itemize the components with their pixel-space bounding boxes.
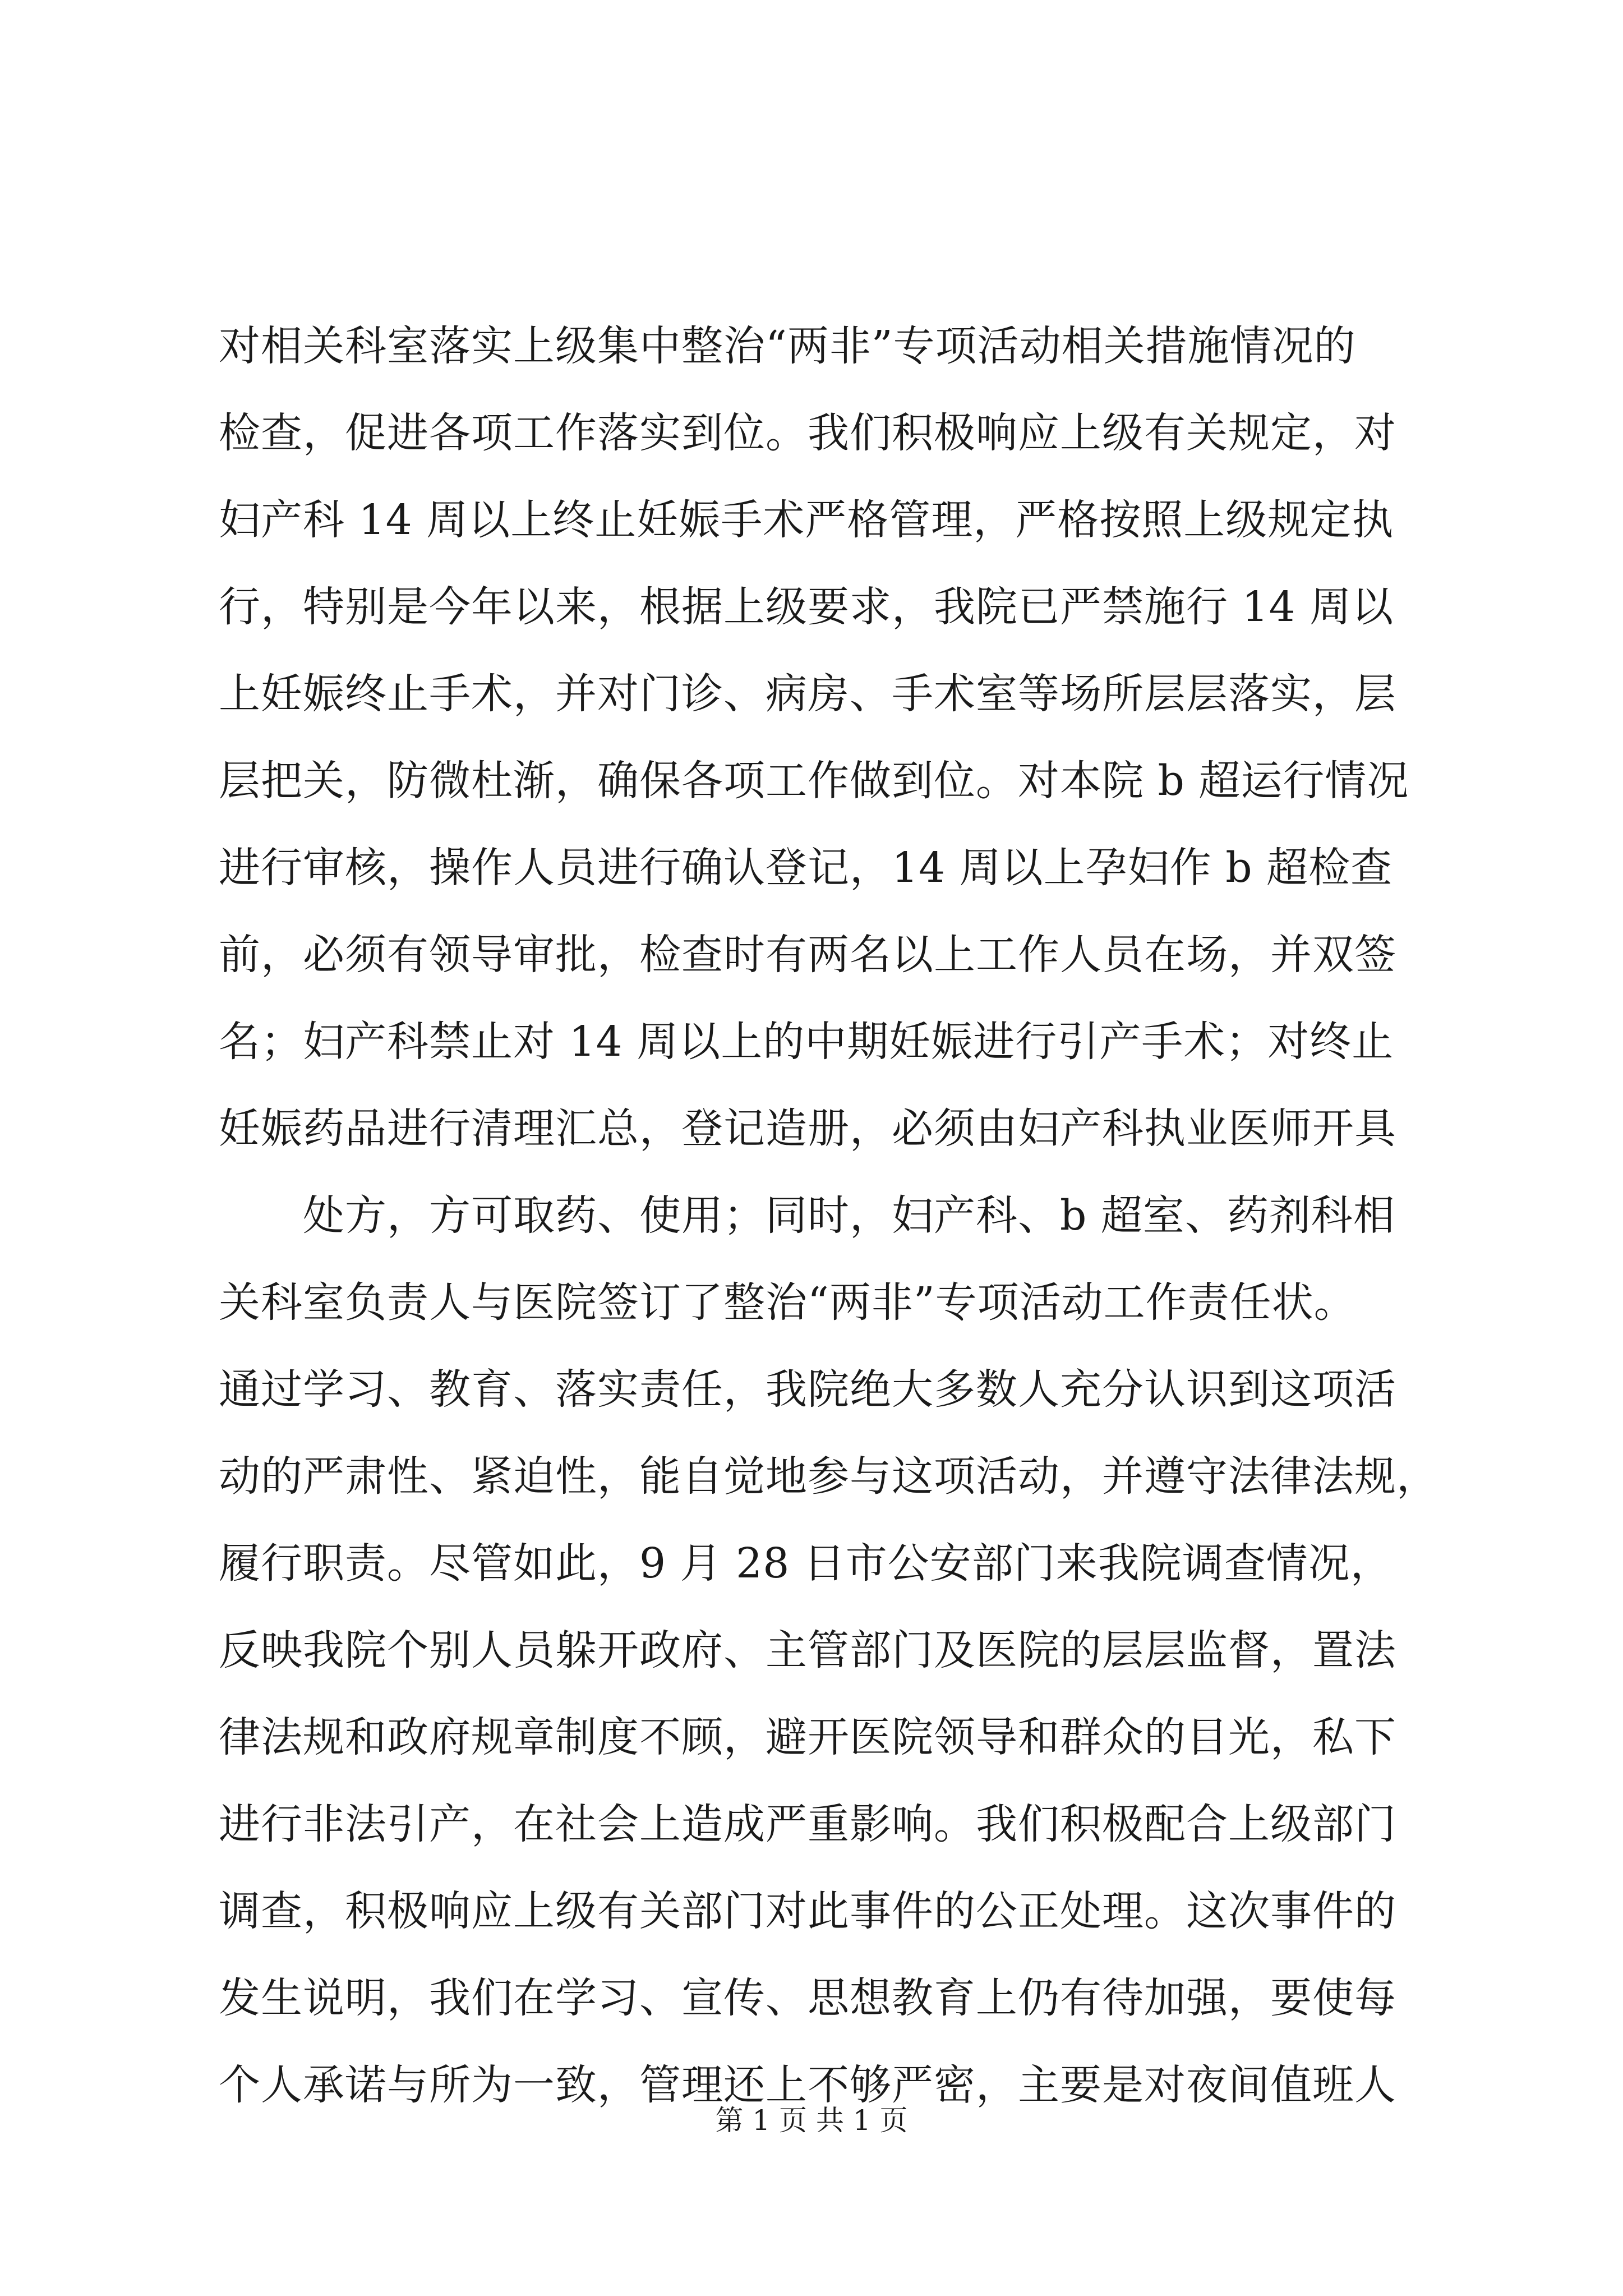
text-line: 妇产科 14 周以上终止妊娠手术严格管理，严格按照上级规定执 [219, 496, 1394, 544]
text-line: 上妊娠终止手术，并对门诊、病房、手术室等场所层层落实，层 [219, 670, 1396, 718]
text-line: 关科室负责人与医院签订了整治“两非”专项活动工作责任状。 [219, 1278, 1356, 1327]
text-line: 发生说明，我们在学习、宣传、思想教育上仍有待加强，要使每 [219, 1974, 1396, 2022]
text-line: 个人承诺与所为一致，管理还上不够严密，主要是对夜间值班人 [219, 2061, 1396, 2109]
text-line: 名；妇产科禁止对 14 周以上的中期妊娠进行引产手术；对终止 [219, 1018, 1394, 1066]
text-line: 行，特别是今年以来，根据上级要求，我院已严禁施行 14 周以 [219, 583, 1394, 631]
text-line: 动的严肃性、紧迫性，能自觉地参与这项活动，并遵守法律法规， [219, 1452, 1438, 1501]
text-line: 前，必须有领导审批，检查时有两名以上工作人员在场，并双签 [219, 931, 1396, 979]
text-line: 反映我院个别人员躲开政府、主管部门及医院的层层监督，置法 [219, 1626, 1396, 1674]
text-line-indented: 处方，方可取药、使用；同时，妇产科、b 超室、药剂科相 [303, 1191, 1395, 1240]
text-line: 履行职责。尽管如此，9 月 28 日市公安部门来我院调查情况， [219, 1539, 1393, 1588]
text-line: 妊娠药品进行清理汇总，登记造册，必须由妇产科执业医师开具 [219, 1105, 1396, 1153]
text-line: 层把关，防微杜渐，确保各项工作做到位。对本院 b 超运行情况 [219, 757, 1409, 805]
text-line: 对相关科室落实上级集中整治“两非”专项活动相关措施情况的 [219, 322, 1356, 370]
body-text [219, 303, 1438, 2129]
text-line: 进行审核，操作人员进行确认登记，14 周以上孕妇作 b 超检查 [219, 844, 1393, 892]
text-line: 进行非法引产，在社会上造成严重影响。我们积极配合上级部门 [219, 1800, 1396, 1848]
page-footer: 第 1 页 共 1 页 [715, 2104, 908, 2137]
text-line: 检查，促进各项工作落实到位。我们积极响应上级有关规定，对 [219, 409, 1396, 457]
text-line: 调查，积极响应上级有关部门对此事件的公正处理。这次事件的 [219, 1887, 1396, 1935]
text-line: 通过学习、教育、落实责任，我院绝大多数人充分认识到这项活 [219, 1365, 1396, 1414]
text-line: 律法规和政府规章制度不顾，避开医院领导和群众的目光，私下 [219, 1713, 1396, 1761]
